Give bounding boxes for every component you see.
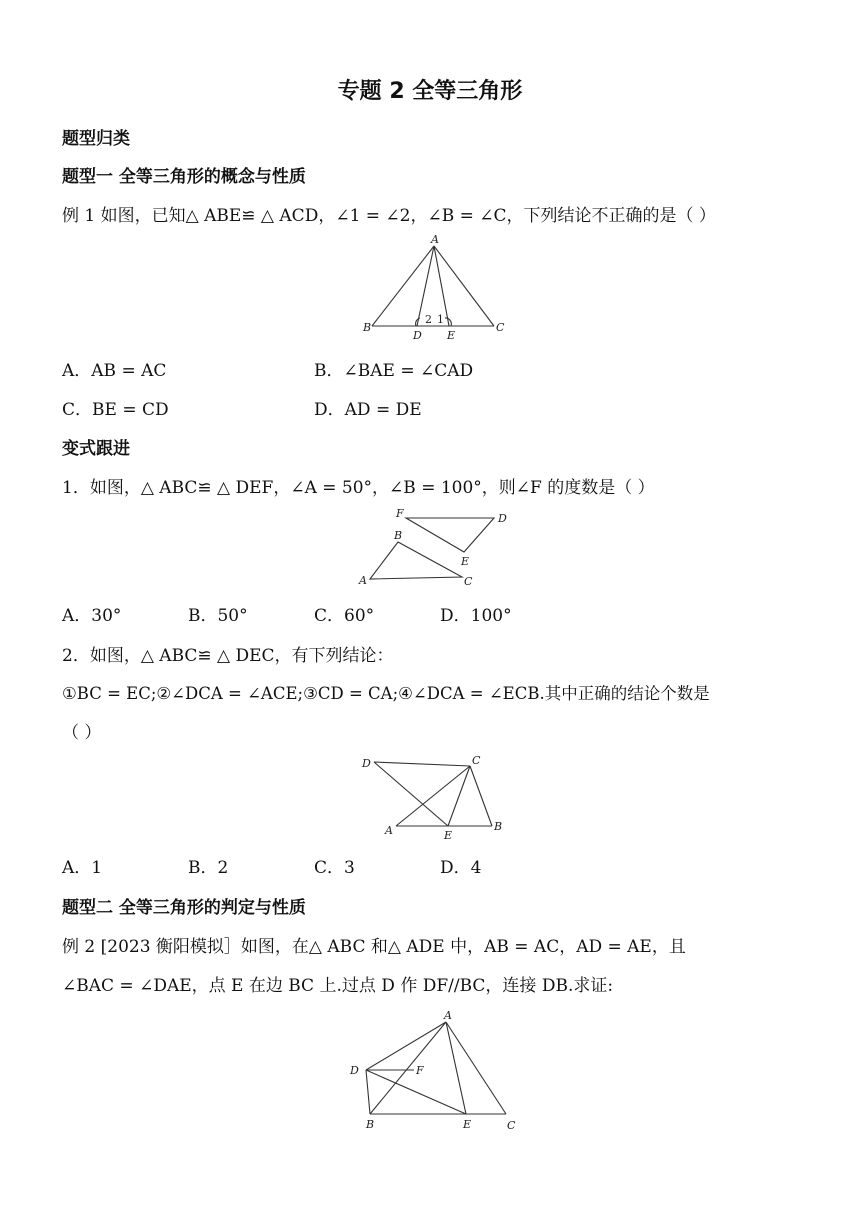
- example1-label-e: E: [447, 329, 456, 342]
- example1-label-2: 2: [425, 313, 432, 326]
- q1-label-f: F: [396, 507, 404, 520]
- q1-label-e: E: [461, 555, 470, 568]
- example1-label-d: D: [413, 329, 422, 342]
- q2-label-a: A: [385, 824, 393, 837]
- example1-stem: 例 1 如图，已知△ ABE≌ △ ACD，∠1 = ∠2，∠B = ∠C，下列结论不正确的是（ ）: [62, 206, 716, 226]
- type2-heading: 题型二 全等三角形的判定与性质: [62, 898, 306, 918]
- example1-option-b: B．∠BAE = ∠CAD: [314, 361, 474, 381]
- example1-label-c: C: [496, 321, 505, 334]
- q1-label-c: C: [464, 575, 473, 588]
- q2-label-d: D: [362, 757, 371, 770]
- type1-heading: 题型一 全等三角形的概念与性质: [62, 167, 306, 187]
- example1-option-a: A．AB = AC: [62, 361, 167, 381]
- example2-label-d: D: [350, 1064, 359, 1077]
- q2-label-e: E: [444, 829, 453, 842]
- q1-label-b: B: [394, 529, 403, 542]
- q2-option-b: B．2: [188, 858, 229, 878]
- example1-figure: [360, 232, 510, 344]
- example1-label-a: A: [431, 233, 439, 246]
- section-summary-heading: 题型归类: [62, 129, 130, 149]
- q1-figure: [354, 504, 516, 590]
- example2-label-e: E: [463, 1118, 472, 1131]
- q2-stem: 2．如图，△ ABC≌ △ DEC，有下列结论：: [62, 646, 394, 666]
- q1-option-c: C．60°: [314, 606, 375, 626]
- q1-option-d: D．100°: [440, 606, 512, 626]
- example2-label-c: C: [507, 1119, 516, 1132]
- q1-label-a: A: [359, 574, 367, 587]
- example1-label-1: 1: [437, 313, 444, 326]
- q1-option-b: B．50°: [188, 606, 248, 626]
- q2-figure: [358, 752, 510, 844]
- q2-option-a: A．1: [62, 858, 103, 878]
- q1-label-d: D: [498, 512, 507, 525]
- example2-label-f: F: [416, 1064, 424, 1077]
- example2-line2: ∠BAC = ∠DAE，点 E 在边 BC 上.过点 D 作 DF//BC，连接 DB.求证:: [62, 976, 614, 996]
- q2-conclusions: ①BC = EC;②∠DCA = ∠ACE;③CD = CA;④∠DCA = ∠ECB.其中正确的结论个数是: [62, 684, 710, 703]
- q2-label-b: B: [494, 820, 503, 833]
- example1-option-d: D．AD = DE: [314, 400, 422, 420]
- q2-option-d: D．4: [440, 858, 482, 878]
- example2-label-b: B: [366, 1118, 375, 1131]
- q2-label-c: C: [472, 754, 481, 767]
- example2-line1: 例 2 [2023 衡阳模拟］如图，在△ ABC 和△ ADE 中，AB = AC，AD = AE，且: [62, 937, 686, 957]
- q1-option-a: A．30°: [62, 606, 122, 626]
- example1-option-c: C．BE = CD: [62, 400, 169, 420]
- variant-heading: 变式跟进: [62, 439, 130, 459]
- page-title: 专题 2 全等三角形: [337, 79, 523, 104]
- example2-figure: [344, 1006, 524, 1136]
- q2-paren: （ ）: [62, 723, 102, 743]
- q2-option-c: C．3: [314, 858, 355, 878]
- q1-stem: 1．如图，△ ABC≌ △ DEF，∠A = 50°，∠B = 100°，则∠F 的度数是（ ）: [62, 478, 655, 498]
- example1-label-b: B: [363, 321, 372, 334]
- example2-label-a: A: [444, 1009, 452, 1022]
